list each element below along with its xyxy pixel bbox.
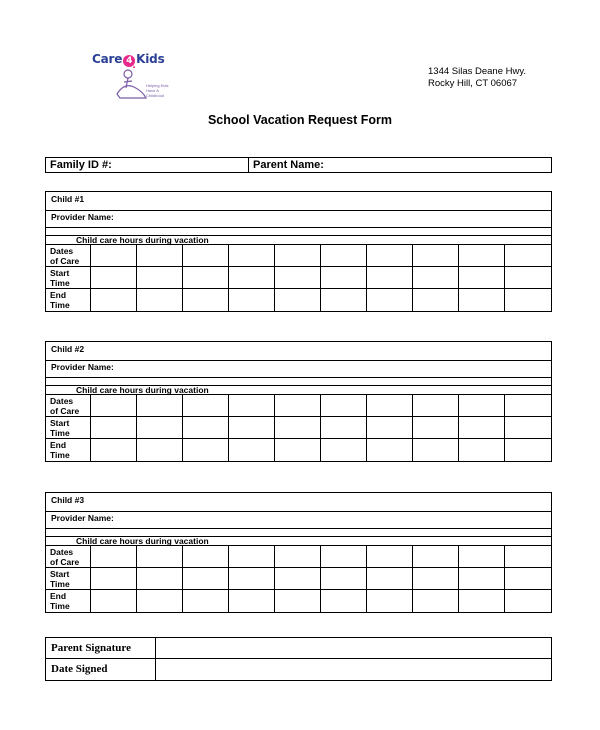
- date-cell[interactable]: [137, 546, 183, 568]
- parent-signature-field[interactable]: [156, 638, 551, 658]
- row-label-dates: Dates of Care: [46, 395, 91, 417]
- date-cell[interactable]: [275, 395, 321, 417]
- end-time-cell[interactable]: [321, 590, 367, 612]
- start-time-cell[interactable]: [413, 267, 459, 289]
- row-label-start: Start Time: [46, 267, 91, 289]
- start-time-cell[interactable]: [275, 417, 321, 439]
- date-cell[interactable]: [413, 395, 459, 417]
- start-time-cell[interactable]: [183, 267, 229, 289]
- end-time-cell[interactable]: [91, 289, 137, 311]
- end-time-cell[interactable]: [183, 590, 229, 612]
- care4kids-logo: [88, 50, 178, 102]
- end-time-cell[interactable]: [275, 289, 321, 311]
- date-cell[interactable]: [459, 546, 505, 568]
- logo-brand-num: 4: [123, 55, 135, 67]
- date-cell[interactable]: [229, 546, 275, 568]
- date-signed-field[interactable]: [156, 659, 551, 680]
- date-cell[interactable]: [183, 546, 229, 568]
- date-cell[interactable]: [321, 546, 367, 568]
- child-3-section: [45, 492, 552, 613]
- end-time-cell[interactable]: [229, 590, 275, 612]
- date-cell[interactable]: [367, 395, 413, 417]
- date-cell[interactable]: [137, 245, 183, 267]
- start-time-cell[interactable]: [505, 267, 551, 289]
- end-time-cell[interactable]: [137, 590, 183, 612]
- end-time-cell[interactable]: [321, 439, 367, 461]
- start-time-cell[interactable]: [183, 417, 229, 439]
- date-cell[interactable]: [505, 395, 551, 417]
- end-time-cell[interactable]: [229, 439, 275, 461]
- end-time-cell[interactable]: [459, 289, 505, 311]
- office-address: [428, 66, 526, 90]
- family-id-field[interactable]: Family ID #:: [46, 158, 249, 172]
- end-time-cell[interactable]: [367, 590, 413, 612]
- start-time-cell[interactable]: [459, 417, 505, 439]
- start-time-cell[interactable]: [183, 568, 229, 590]
- start-time-cell[interactable]: [137, 267, 183, 289]
- end-time-cell[interactable]: [413, 439, 459, 461]
- provider-name-field[interactable]: Provider Name:: [46, 361, 551, 378]
- start-time-cell[interactable]: [137, 417, 183, 439]
- date-cell[interactable]: [505, 546, 551, 568]
- date-cell[interactable]: [413, 245, 459, 267]
- child-header: Child #3: [46, 493, 551, 512]
- start-time-cell[interactable]: [413, 417, 459, 439]
- row-label-start: Start Time: [46, 417, 91, 439]
- end-time-cell[interactable]: [367, 289, 413, 311]
- end-time-cell[interactable]: [91, 439, 137, 461]
- date-cell[interactable]: [275, 546, 321, 568]
- date-cell[interactable]: [229, 395, 275, 417]
- date-cell[interactable]: [367, 546, 413, 568]
- start-time-cell[interactable]: [229, 568, 275, 590]
- start-time-cell[interactable]: [275, 568, 321, 590]
- end-time-cell[interactable]: [229, 289, 275, 311]
- date-signed-label: Date Signed: [46, 659, 156, 680]
- end-time-cell[interactable]: [505, 439, 551, 461]
- start-time-cell[interactable]: [505, 568, 551, 590]
- end-time-cell[interactable]: [275, 590, 321, 612]
- date-cell[interactable]: [183, 245, 229, 267]
- hours-grid: [46, 546, 551, 612]
- address-line-1: 1344 Silas Deane Hwy.: [428, 66, 527, 77]
- start-time-cell[interactable]: [367, 568, 413, 590]
- date-cell[interactable]: [321, 395, 367, 417]
- start-time-cell[interactable]: [275, 267, 321, 289]
- start-time-cell[interactable]: [321, 417, 367, 439]
- date-cell[interactable]: [459, 395, 505, 417]
- row-label-end: End Time: [46, 439, 91, 461]
- logo-brand-post: Kids: [136, 52, 165, 66]
- date-cell[interactable]: [183, 395, 229, 417]
- row-label-start: Start Time: [46, 568, 91, 590]
- date-cell[interactable]: [91, 546, 137, 568]
- end-time-cell[interactable]: [137, 289, 183, 311]
- child-1-section: [45, 191, 552, 312]
- start-time-cell[interactable]: [367, 417, 413, 439]
- provider-name-field[interactable]: Provider Name:: [46, 211, 551, 228]
- start-time-cell[interactable]: [91, 568, 137, 590]
- row-label-dates: Dates of Care: [46, 546, 91, 568]
- start-time-cell[interactable]: [137, 568, 183, 590]
- end-time-cell[interactable]: [413, 289, 459, 311]
- hours-caption: Child care hours during vacation: [46, 236, 551, 245]
- end-time-cell[interactable]: [183, 289, 229, 311]
- parent-name-field[interactable]: Parent Name:: [253, 159, 324, 171]
- row-label-end: End Time: [46, 289, 91, 311]
- start-time-cell[interactable]: [229, 267, 275, 289]
- logo-figure-icon: [114, 64, 148, 100]
- start-time-cell[interactable]: [321, 568, 367, 590]
- row-label-dates: Dates of Care: [46, 245, 91, 267]
- child-header: Child #1: [46, 192, 551, 211]
- signature-table: [45, 637, 552, 681]
- end-time-cell[interactable]: [459, 590, 505, 612]
- end-time-cell[interactable]: [367, 439, 413, 461]
- end-time-cell[interactable]: [275, 439, 321, 461]
- form-title: School Vacation Request Form: [207, 113, 393, 127]
- hours-grid: [46, 395, 551, 461]
- end-time-cell[interactable]: [505, 289, 551, 311]
- end-time-cell[interactable]: [505, 590, 551, 612]
- date-cell[interactable]: [505, 245, 551, 267]
- date-cell[interactable]: [91, 395, 137, 417]
- end-time-cell[interactable]: [183, 439, 229, 461]
- row-label-end: End Time: [46, 590, 91, 612]
- end-time-cell[interactable]: [91, 590, 137, 612]
- start-time-cell[interactable]: [505, 417, 551, 439]
- end-time-cell[interactable]: [321, 289, 367, 311]
- parent-signature-row: [46, 638, 551, 659]
- date-cell[interactable]: [367, 245, 413, 267]
- hours-caption: Child care hours during vacation: [46, 537, 551, 546]
- family-info-table: [45, 157, 552, 173]
- date-cell[interactable]: [275, 245, 321, 267]
- logo-brand-pre: Care: [92, 52, 123, 66]
- logo-tagline: Helping Kids Have A Childhood: [146, 83, 169, 98]
- start-time-cell[interactable]: [459, 267, 505, 289]
- start-time-cell[interactable]: [91, 417, 137, 439]
- date-cell[interactable]: [459, 245, 505, 267]
- start-time-cell[interactable]: [413, 568, 459, 590]
- end-time-cell[interactable]: [459, 439, 505, 461]
- date-signed-row: [46, 659, 551, 680]
- end-time-cell[interactable]: [137, 439, 183, 461]
- address-line-2: Rocky Hill, CT 06067: [428, 78, 518, 89]
- hours-caption: Child care hours during vacation: [46, 386, 551, 395]
- start-time-cell[interactable]: [229, 417, 275, 439]
- date-cell[interactable]: [137, 395, 183, 417]
- start-time-cell[interactable]: [91, 267, 137, 289]
- date-cell[interactable]: [91, 245, 137, 267]
- child-header: Child #2: [46, 342, 551, 361]
- start-time-cell[interactable]: [321, 267, 367, 289]
- date-cell[interactable]: [321, 245, 367, 267]
- child-2-section: [45, 341, 552, 462]
- provider-name-field[interactable]: Provider Name:: [46, 512, 551, 529]
- start-time-cell[interactable]: [459, 568, 505, 590]
- hours-grid: [46, 245, 551, 311]
- end-time-cell[interactable]: [413, 590, 459, 612]
- start-time-cell[interactable]: [367, 267, 413, 289]
- parent-signature-label: Parent Signature: [46, 638, 156, 658]
- date-cell[interactable]: [229, 245, 275, 267]
- date-cell[interactable]: [413, 546, 459, 568]
